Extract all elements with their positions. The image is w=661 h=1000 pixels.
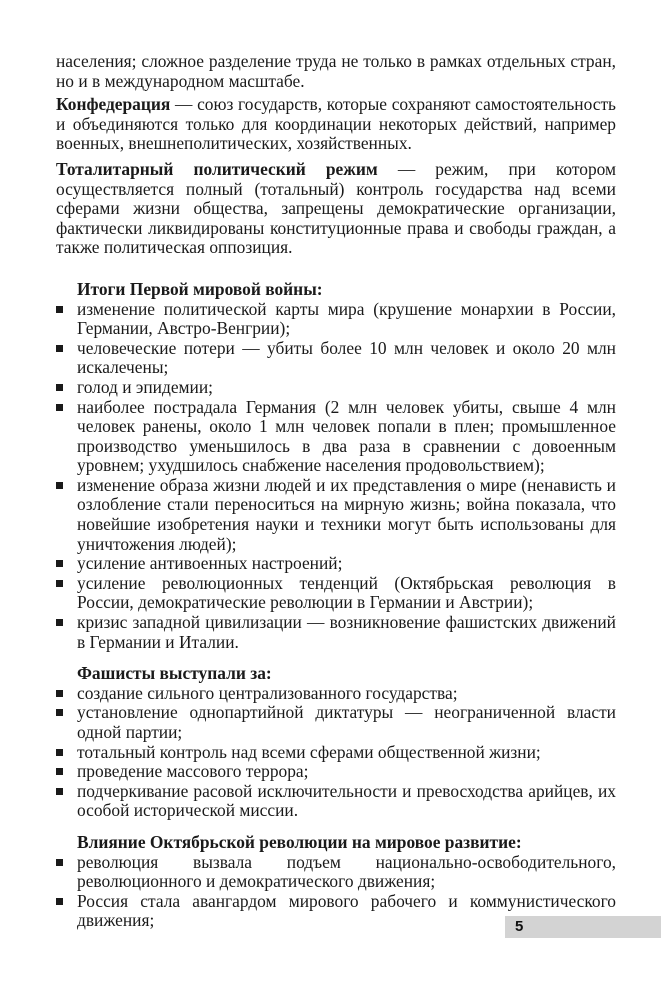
list-item: наиболее пострадала Германия (2 млн человек убиты, свыше 4 млн человек ранены, около 1 млн человек попали в плен; промышленное производство уменьшилось в два раза в сравнении с довоенным уровнем; ухудшилось снабжение населения продовольствием); <box>56 398 616 476</box>
section-ww1-results <box>56 280 616 652</box>
list-item: Россия стала авангардом мирового рабочего и коммунистического движения; <box>56 892 616 931</box>
list-item: кризис западной цивилизации — возникновение фашистских движений в Германии и Италии. <box>56 613 616 652</box>
definition-term: Конфедерация <box>56 94 171 115</box>
list-item: изменение политической карты мира (крушение монархии в России, Германии, Австро-Венгрии); <box>56 300 616 339</box>
square-bullet-icon <box>56 898 63 905</box>
square-bullet-icon <box>56 709 63 716</box>
bullet-list <box>56 300 616 653</box>
section-heading: Влияние Октябрьской революции на мировое развитие: <box>77 831 522 852</box>
list-item: подчеркивание расовой исключительности и превосходства арийцев, их особой исторической миссии. <box>56 782 616 821</box>
bullet-list <box>56 684 616 821</box>
list-item: проведение массового террора; <box>56 762 616 782</box>
list-item: изменение образа жизни людей и их представления о мире (ненависть и озлобление стали переноситься на мирную жизнь; война показала, что новейшие изобретения науки и техники могут быть использованы для уничтожения людей); <box>56 476 616 554</box>
square-bullet-icon <box>56 859 63 866</box>
definition-text: — режим, при котором осуществляется полный (тотальный) контроль государства над всеми сферами жизни общества, запрещены демократические организации, фактически ликвидированы конституционные права и свободы граждан, а также политическая оппозиция. <box>56 158 617 258</box>
list-item: усиление антивоенных настроений; <box>56 554 616 574</box>
list-item: голод и эпидемии; <box>56 378 616 398</box>
definition-text: — союз государств, которые сохраняют самостоятельность и объединяются только для координации некоторых действий, например военных, внешнеполитических, хозяйственных. <box>56 94 616 154</box>
square-bullet-icon <box>56 749 63 756</box>
square-bullet-icon <box>56 690 63 697</box>
square-bullet-icon <box>56 619 63 626</box>
list-item: революция вызвала подъем национально-освободительного, революционного и демократического движения; <box>56 853 616 892</box>
square-bullet-icon <box>56 306 63 313</box>
list-item: усиление революционных тенденций (Октябрьская революция в России, демократические революции в Германии и Австрии); <box>56 574 616 613</box>
square-bullet-icon <box>56 788 63 795</box>
square-bullet-icon <box>56 580 63 587</box>
page-number: 5 <box>515 918 524 935</box>
definition-totalitarian-regime <box>56 160 616 258</box>
section-heading: Фашисты выступали за: <box>77 663 272 684</box>
square-bullet-icon <box>56 345 63 352</box>
square-bullet-icon <box>56 482 63 489</box>
square-bullet-icon <box>56 404 63 411</box>
list-item: установление однопартийной диктатуры — неограниченной власти одной партии; <box>56 703 616 742</box>
square-bullet-icon <box>56 384 63 391</box>
section-heading: Итоги Первой мировой войны: <box>77 278 323 299</box>
section-fascists <box>56 664 616 821</box>
square-bullet-icon <box>56 768 63 775</box>
intro-paragraph: населения; сложное разделение труда не только в рамках отдельных стран, но и в международном масштабе. <box>56 51 616 91</box>
page-content <box>56 52 616 931</box>
list-item: создание сильного централизованного государства; <box>56 684 616 704</box>
definition-confederation <box>56 95 616 154</box>
square-bullet-icon <box>56 560 63 567</box>
page-number-bar <box>505 916 661 938</box>
list-item: человеческие потери — убиты более 10 млн человек и около 20 млн искалечены; <box>56 339 616 378</box>
definition-term: Тоталитарный политический режим <box>56 158 378 179</box>
list-item: тотальный контроль над всеми сферами общественной жизни; <box>56 743 616 763</box>
